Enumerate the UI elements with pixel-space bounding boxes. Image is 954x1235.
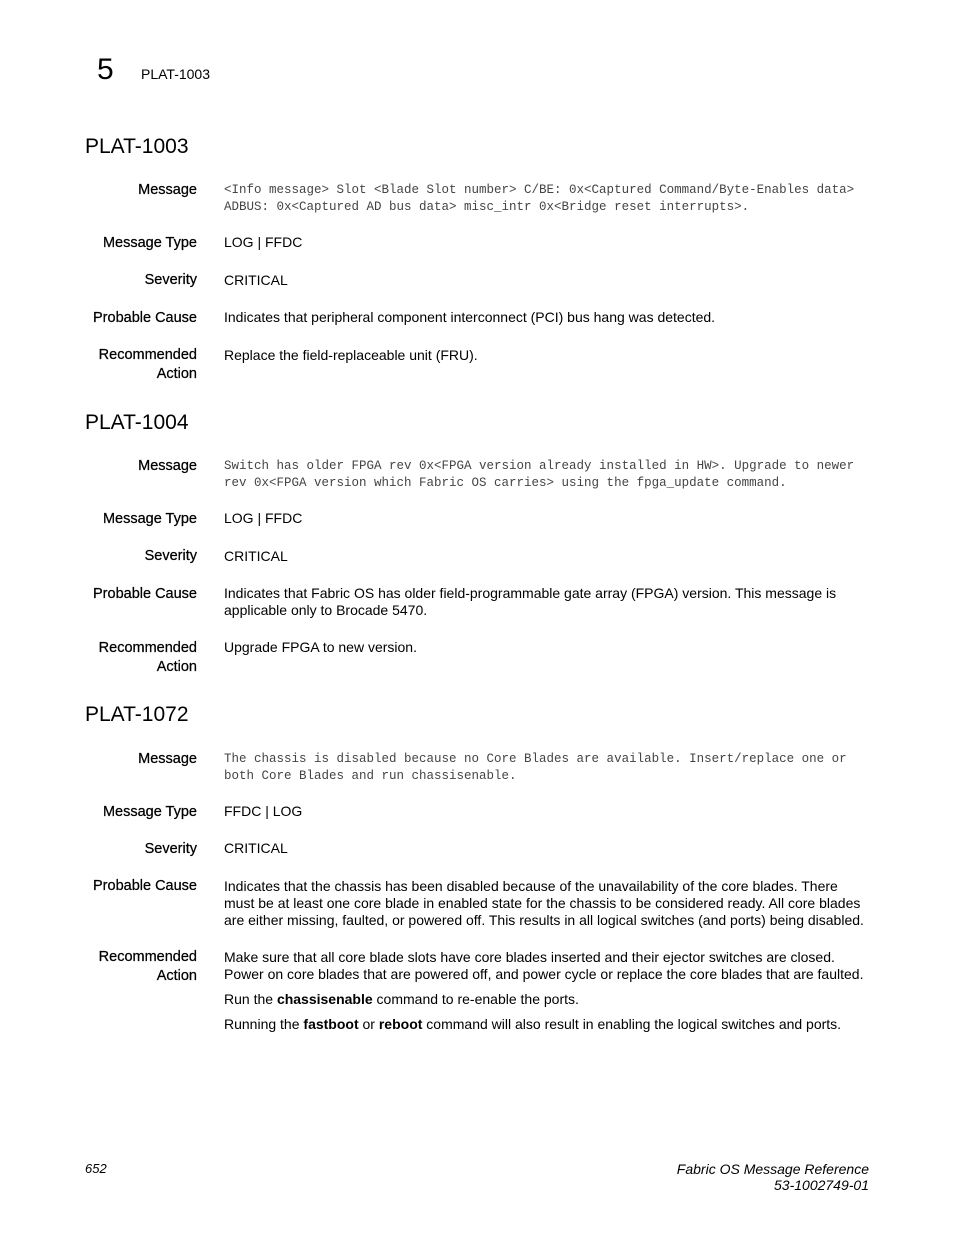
fastboot-command: fastboot: [303, 1016, 359, 1032]
recommended-action-block: [224, 949, 872, 1041]
recommended-label-line1: Recommended: [98, 347, 197, 363]
recommended-action-label: [57, 346, 197, 384]
probable-cause-label: Probable Cause: [93, 878, 197, 894]
message-label: Message: [138, 182, 197, 198]
probable-cause-label: Probable Cause: [93, 586, 197, 602]
message-type-label: Message Type: [102, 235, 197, 251]
message-type-label: Message Type: [102, 804, 197, 820]
message-label: Message: [138, 458, 197, 474]
recommended-action-label: [57, 948, 197, 986]
recommended-action-text: Upgrade FPGA to new version.: [224, 639, 417, 655]
probable-cause-label: Probable Cause: [93, 310, 197, 326]
doc-number: 53-1002749-01: [774, 1177, 869, 1193]
ra2-suffix: command to re-enable the ports.: [372, 991, 579, 1007]
chapter-number: 5: [97, 53, 114, 86]
footer-doc-info: [677, 1161, 869, 1193]
recommended-label-line1: Recommended: [98, 949, 197, 965]
severity-value: CRITICAL: [224, 272, 288, 288]
message-type-value: LOG | FFDC: [224, 234, 303, 250]
ra3-middle: or: [358, 1016, 379, 1032]
recommended-label-line2: Action: [156, 366, 197, 382]
doc-title: Fabric OS Message Reference: [676, 1161, 869, 1177]
chassisenable-command: chassisenable: [276, 991, 373, 1007]
recommended-action-label: [57, 639, 197, 677]
message-type-value: FFDC | LOG: [224, 803, 303, 819]
message-text: The chassis is disabled because no Core Blades are available. Insert/replace one or both Core Blades and run chassisenable.: [224, 752, 855, 783]
severity-value: CRITICAL: [224, 840, 288, 856]
ra3-suffix: command will also result in enabling the logical switches and ports.: [422, 1016, 842, 1032]
severity-label: Severity: [144, 548, 197, 564]
probable-cause-text: Indicates that the chassis has been disabled because of the unavailability of the core blades. There must be at least one core blade in enabled state for the chassis to be considered ready. All core blades are either missing, faulted, or powered off. This results in all logical switches (and ports) being disabled.: [224, 878, 864, 928]
recommended-action-text: Make sure that all core blade slots have core blades inserted and their ejector switches are closed. Power on core blades that are powered off, and power cycle or replace the core blades that are faulted.: [224, 949, 864, 982]
ra2-prefix: Run the: [224, 991, 277, 1007]
reboot-command: reboot: [378, 1016, 423, 1032]
recommended-label-line2: Action: [156, 968, 197, 984]
message-label: Message: [138, 751, 197, 767]
message-text: <Info message> Slot <Blade Slot number> C/BE: 0x<Captured Command/Byte-Enables data> ADBUS: 0x<Captured AD bus data> misc_intr 0x<Bridge reset interrupts>.: [224, 183, 862, 214]
severity-value: CRITICAL: [224, 548, 288, 564]
section-heading-plat-1004: PLAT-1004: [85, 411, 189, 434]
message-type-label: Message Type: [102, 511, 197, 527]
section-heading-plat-1072: PLAT-1072: [85, 703, 189, 726]
ra3-prefix: Running the: [224, 1016, 304, 1032]
recommended-label-line2: Action: [156, 659, 197, 675]
recommended-action-chassisenable: [224, 991, 872, 1008]
section-heading-plat-1003: PLAT-1003: [85, 135, 189, 158]
severity-label: Severity: [144, 272, 197, 288]
severity-label: Severity: [144, 841, 197, 857]
probable-cause-text: Indicates that Fabric OS has older field-programmable gate array (FPGA) version. This message is applicable only to Brocade 5470.: [224, 585, 837, 618]
running-header-title: PLAT-1003: [141, 66, 211, 82]
message-text: Switch has older FPGA rev 0x<FPGA version already installed in HW>. Upgrade to newer rev 0x<FPGA version which Fabric OS carries> using the fpga_update command.: [224, 459, 862, 490]
message-type-value: LOG | FFDC: [224, 510, 303, 526]
page-number: 652: [85, 1161, 107, 1176]
recommended-action-fastboot: [224, 1016, 872, 1033]
recommended-action-text: Replace the field-replaceable unit (FRU).: [224, 347, 478, 363]
recommended-label-line1: Recommended: [98, 640, 197, 656]
probable-cause-text: Indicates that peripheral component interconnect (PCI) bus hang was detected.: [224, 309, 716, 325]
